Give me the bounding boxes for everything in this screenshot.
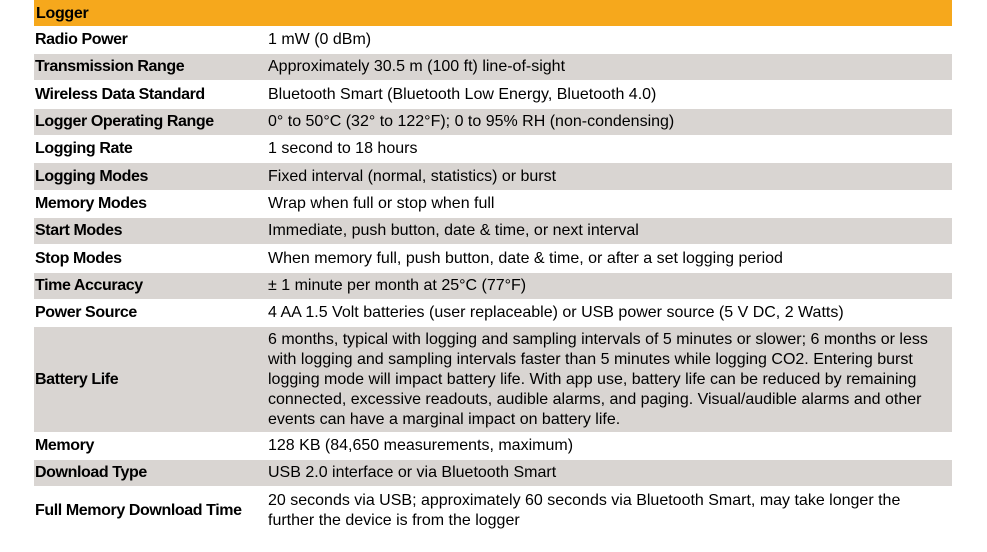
row-value: Immediate, push button, date & time, or next interval	[268, 222, 639, 239]
row-label: Memory	[35, 437, 94, 454]
row-value: Wrap when full or stop when full	[268, 195, 495, 212]
row-label: Wireless Data Standard	[35, 85, 205, 103]
table-row	[34, 432, 952, 459]
row-label: Download Type	[35, 464, 147, 481]
table-row	[34, 26, 952, 53]
row-label: Logging Modes	[35, 167, 149, 185]
row-value: Bluetooth Smart (Bluetooth Low Energy, Bluetooth 4.0)	[268, 85, 657, 103]
row-label: Power Source	[35, 304, 137, 321]
table-row	[34, 217, 952, 244]
row-value: ± 1 minute per month at 25°C (77°F)	[268, 277, 527, 294]
row-value: Approximately 30.5 m (100 ft) line-of-sight	[268, 58, 566, 75]
table-row	[34, 244, 952, 272]
row-value: Fixed interval (normal, statistics) or burst	[268, 167, 557, 185]
row-value: 20 seconds via USB; approximately 60 seconds via Bluetooth Smart, may take longer the further the device is from the logger	[268, 491, 901, 529]
row-value: When memory full, push button, date & time, or after a set logging period	[268, 249, 783, 267]
row-label: Battery Life	[35, 370, 119, 388]
row-value: 1 second to 18 hours	[268, 140, 418, 157]
row-label: Logging Rate	[35, 140, 133, 157]
table-row	[34, 272, 952, 299]
table-row	[34, 80, 952, 108]
table-row	[34, 108, 952, 135]
table-row	[34, 190, 952, 217]
table-row	[34, 326, 952, 432]
row-value: 4 AA 1.5 Volt batteries (user replaceable) or USB power source (5 V DC, 2 Watts)	[268, 304, 844, 321]
table-row	[34, 162, 952, 190]
row-value: 1 mW (0 dBm)	[268, 31, 372, 48]
row-value: 0° to 50°C (32° to 122°F); 0 to 95% RH (non-condensing)	[268, 113, 675, 130]
table-row	[34, 53, 952, 80]
table-header-title: Logger	[36, 5, 89, 22]
row-value: 6 months, typical with logging and sampling intervals of 5 minutes or slower; 6 months or less with logging and sampling intervals faster than 5 minutes while logging CO2. Entering burst logging mode will impact battery life. With app use, battery life can be reduced by remaining connected, excessive readouts, audible alarms, and paging. Visual/audible alarms and other events can have a marginal impact on battery life.	[268, 330, 928, 428]
row-label: Full Memory Download Time	[35, 501, 242, 519]
row-value: USB 2.0 interface or via Bluetooth Smart	[268, 464, 557, 481]
row-label: Start Modes	[35, 222, 123, 239]
row-label: Memory Modes	[35, 195, 147, 212]
row-label: Radio Power	[35, 31, 128, 48]
logger-spec-table	[34, 0, 952, 534]
table-header	[34, 0, 952, 26]
table-row	[34, 299, 952, 326]
table-row	[34, 486, 952, 534]
row-label: Logger Operating Range	[35, 113, 214, 130]
row-label: Time Accuracy	[35, 277, 143, 294]
row-label: Transmission Range	[35, 58, 185, 75]
table-row	[34, 135, 952, 162]
row-label: Stop Modes	[35, 249, 122, 267]
row-value: 128 KB (84,650 measurements, maximum)	[268, 437, 574, 454]
table-row	[34, 459, 952, 486]
